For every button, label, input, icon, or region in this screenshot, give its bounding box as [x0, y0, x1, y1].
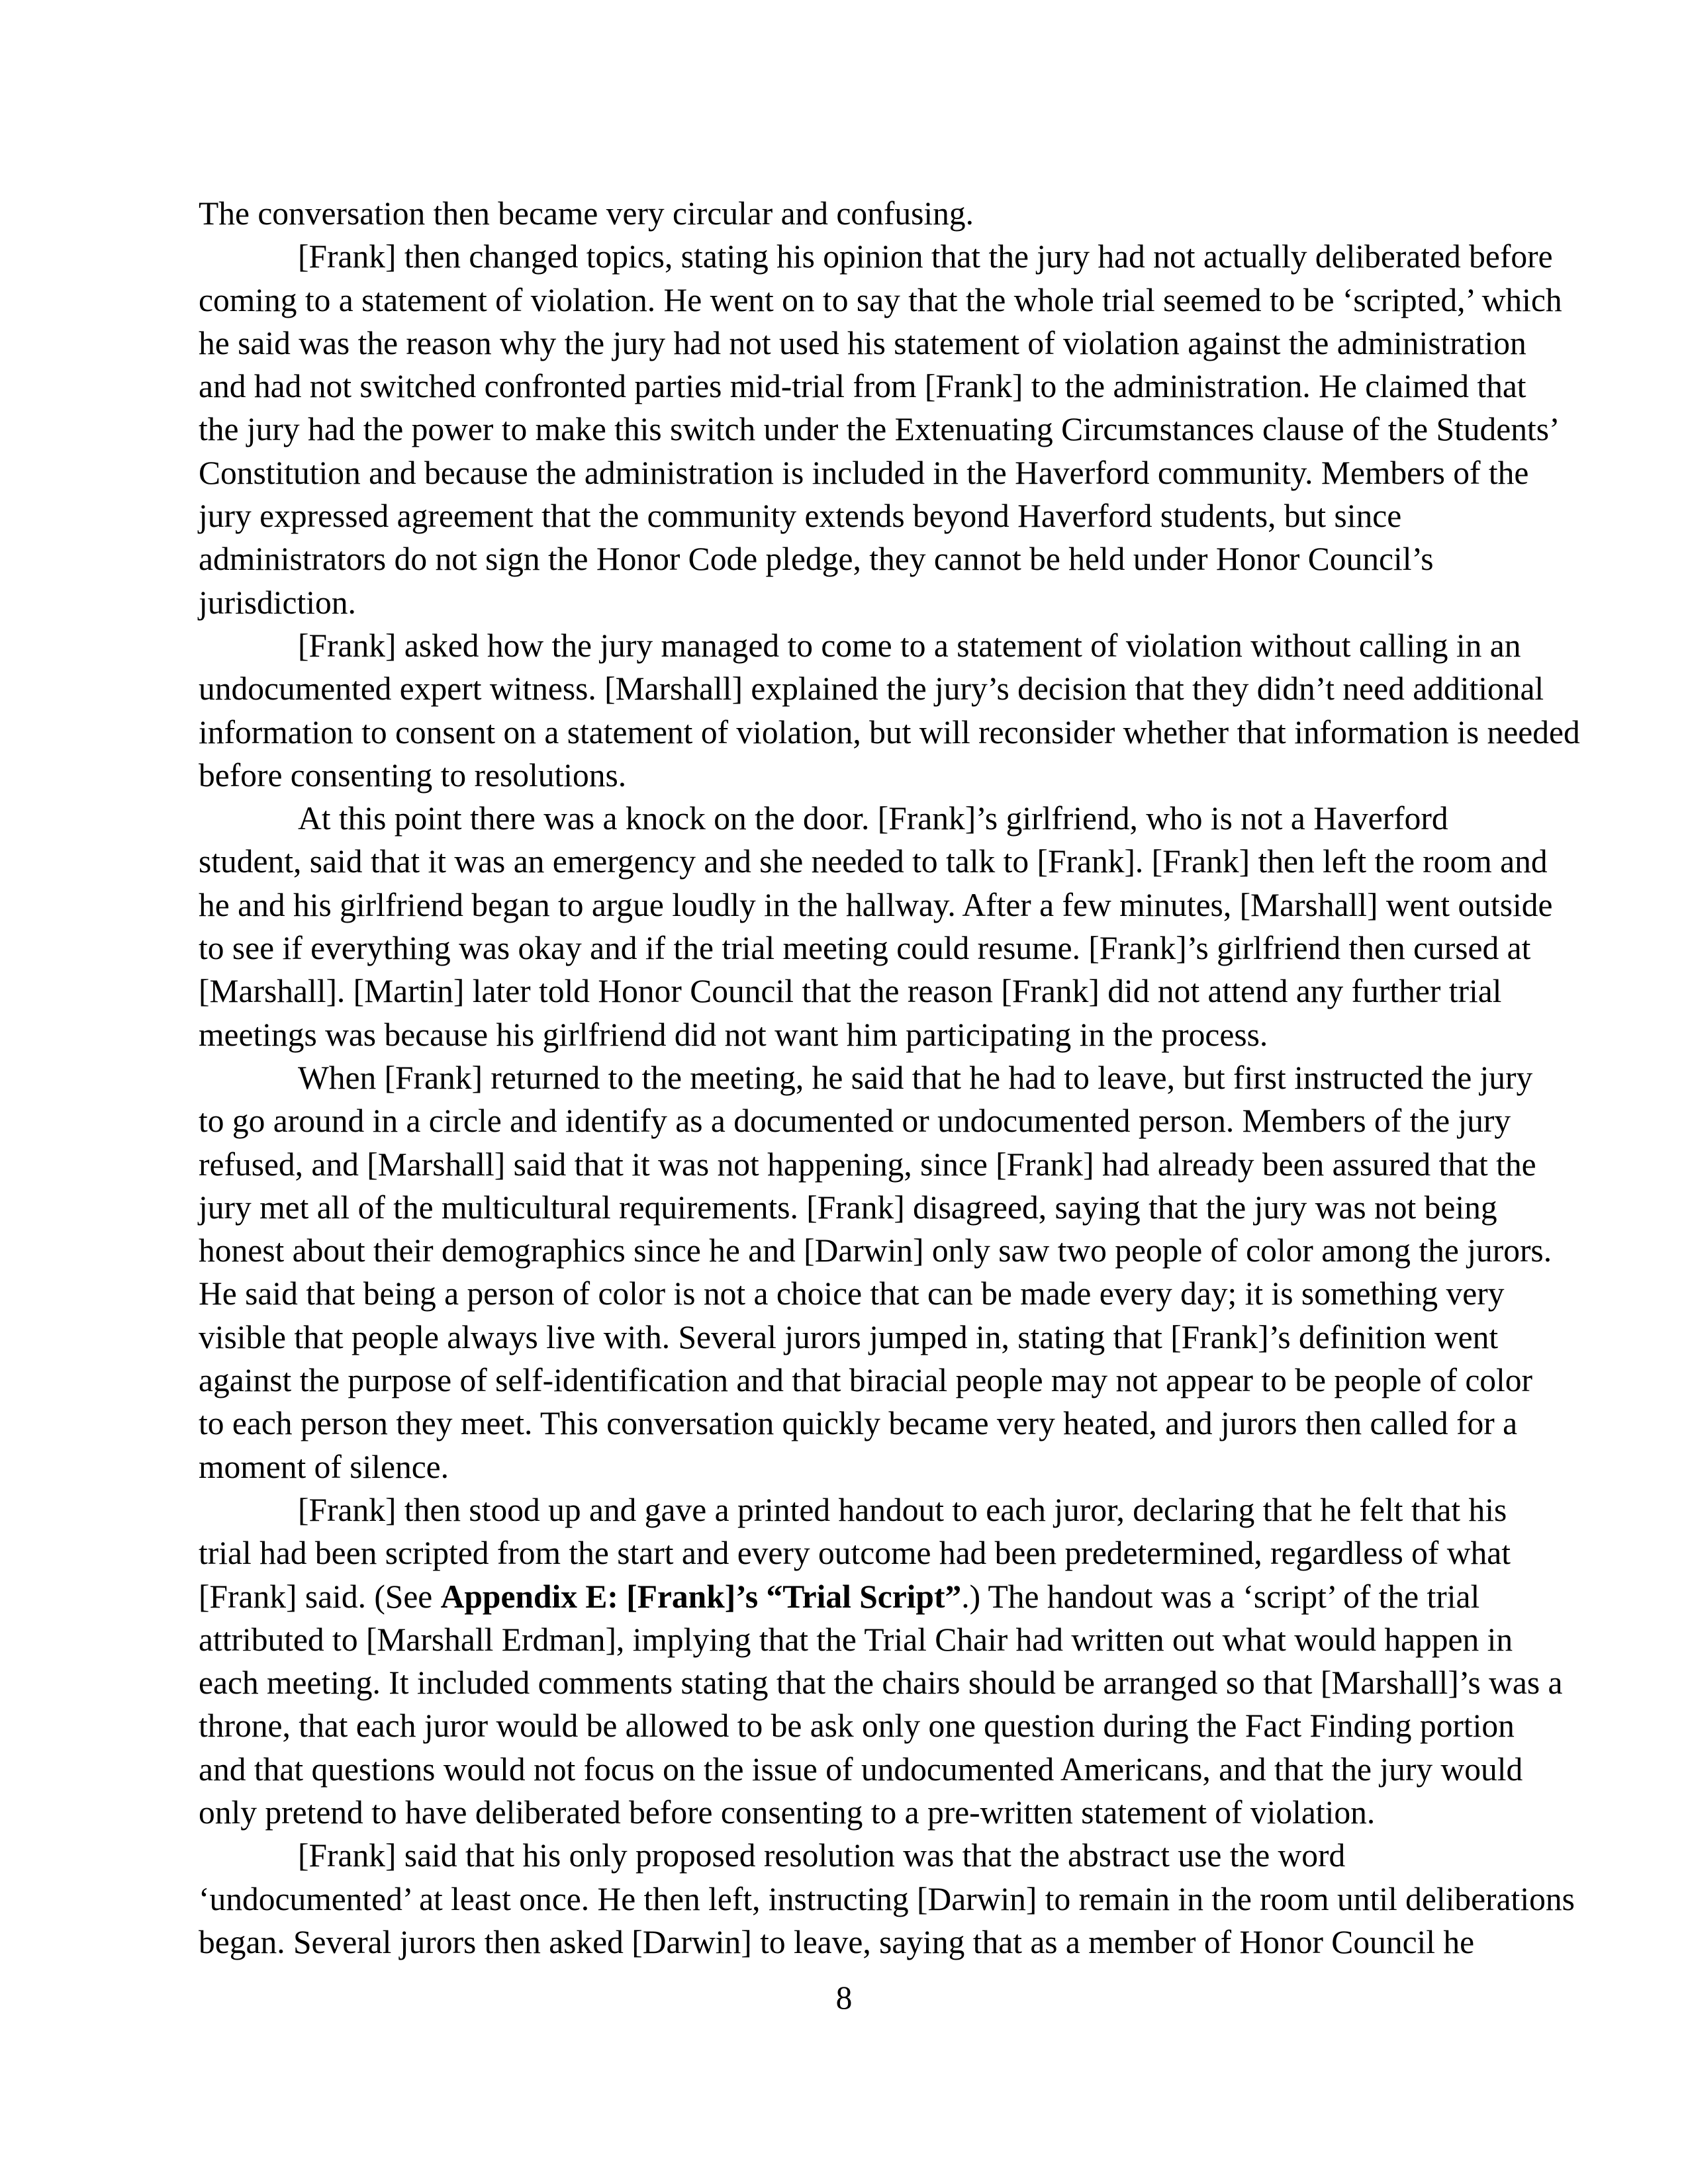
text-line: and that questions would not focus on the issue of undocumented Americans, and that the jury would [199, 1751, 1523, 1788]
text-line: ‘undocumented’ at least once. He then left, instructing [Darwin] to remain in the room until deliberations [199, 1880, 1575, 1917]
text-run: .) The handout was a ‘script’ of the trial [961, 1578, 1480, 1615]
text-line: refused, and [Marshall] said that it was not happening, since [Frank] had already been assured that the [199, 1146, 1536, 1183]
text-line: jury met all of the multicultural requirements. [Frank] disagreed, saying that the jury was not being [199, 1189, 1497, 1226]
text-line: trial had been scripted from the start and every outcome had been predetermined, regardless of what [199, 1535, 1511, 1572]
text-line: administrators do not sign the Honor Code pledge, they cannot be held under Honor Council’s [199, 541, 1434, 578]
text-line-with-appendix-reference [199, 1575, 1582, 1618]
page-number: 8 [835, 1979, 853, 2016]
text-line: Constitution and because the administration is included in the Haverford community. Members of the [199, 454, 1529, 491]
text-line: [Marshall]. [Martin] later told Honor Council that the reason [Frank] did not attend any further trial [199, 973, 1502, 1010]
text-line: to each person they meet. This conversation quickly became very heated, and jurors then called for a [199, 1405, 1518, 1442]
text-line: to see if everything was okay and if the trial meeting could resume. [Frank]’s girlfriend then cursed at [199, 930, 1531, 967]
text-line: [Frank] asked how the jury managed to come to a statement of violation without calling in an [298, 627, 1521, 664]
text-line: [Frank] then stood up and gave a printed handout to each juror, declaring that he felt that his [298, 1491, 1507, 1528]
text-line: The conversation then became very circular and confusing. [199, 195, 974, 232]
paragraph-5 [199, 1056, 1582, 1488]
text-line: each meeting. It included comments stating that the chairs should be arranged so that [Marshall]’s was a [199, 1664, 1563, 1702]
text-line: and had not switched confronted parties mid-trial from [Frank] to the administration. He claimed that [199, 368, 1526, 405]
text-line: he and his girlfriend began to argue loudly in the hallway. After a few minutes, [Marshall] went outside [199, 886, 1553, 923]
text-line: undocumented expert witness. [Marshall] explained the jury’s decision that they didn’t need additional [199, 670, 1544, 707]
text-line: the jury had the power to make this switch under the Extenuating Circumstances clause of the Students’ [199, 411, 1560, 448]
paragraph-6 [199, 1488, 1582, 1834]
paragraph-4 [199, 797, 1582, 1056]
text-line: against the purpose of self-identification and that biracial people may not appear to be people of color [199, 1362, 1533, 1399]
text-line: At this point there was a knock on the door. [Frank]’s girlfriend, who is not a Haverford [298, 800, 1448, 837]
text-line: attributed to [Marshall Erdman], implying that the Trial Chair had written out what would happen in [199, 1621, 1513, 1658]
paragraph-7 [199, 1834, 1582, 1964]
text-line: moment of silence. [199, 1448, 449, 1485]
text-line: to go around in a circle and identify as a documented or undocumented person. Members of the jury [199, 1103, 1511, 1140]
paragraph-3 [199, 624, 1582, 797]
text-line: honest about their demographics since he and [Darwin] only saw two people of color among the jurors. [199, 1232, 1552, 1269]
text-line: student, said that it was an emergency and she needed to talk to [Frank]. [Frank] then left the room and [199, 843, 1548, 880]
appendix-reference: Appendix E: [Frank]’s “Trial Script” [440, 1578, 962, 1615]
text-run: [Frank] said. (See [199, 1578, 441, 1615]
text-line: before consenting to resolutions. [199, 756, 627, 794]
text-line: visible that people always live with. Several jurors jumped in, stating that [Frank]’s definition went [199, 1318, 1499, 1355]
text-line: jury expressed agreement that the community extends beyond Haverford students, but since [199, 498, 1402, 535]
text-line: He said that being a person of color is not a choice that can be made every day; it is something very [199, 1275, 1505, 1312]
text-line: throne, that each juror would be allowed to be ask only one question during the Fact Finding portion [199, 1707, 1515, 1745]
paragraph-2 [199, 235, 1582, 624]
text-line: began. Several jurors then asked [Darwin] to leave, saying that as a member of Honor Council he [199, 1923, 1475, 1960]
text-line: he said was the reason why the jury had not used his statement of violation against the administration [199, 324, 1526, 361]
text-line: When [Frank] returned to the meeting, he said that he had to leave, but first instructed the jury [298, 1059, 1533, 1096]
document-body [199, 192, 1582, 1964]
text-line: coming to a statement of violation. He went on to say that the whole trial seemed to be ‘scripted,’ which [199, 281, 1562, 318]
paragraph-1 [199, 192, 1582, 235]
text-line: only pretend to have deliberated before consenting to a pre-written statement of violation. [199, 1794, 1376, 1831]
text-line: information to consent on a statement of violation, but will reconsider whether that information is needed [199, 713, 1580, 751]
text-line: meetings was because his girlfriend did not want him participating in the process. [199, 1016, 1268, 1053]
text-line: [Frank] then changed topics, stating his opinion that the jury had not actually deliberated before [298, 238, 1553, 275]
text-line: jurisdiction. [199, 584, 356, 621]
text-line: [Frank] said that his only proposed resolution was that the abstract use the word [298, 1837, 1346, 1874]
